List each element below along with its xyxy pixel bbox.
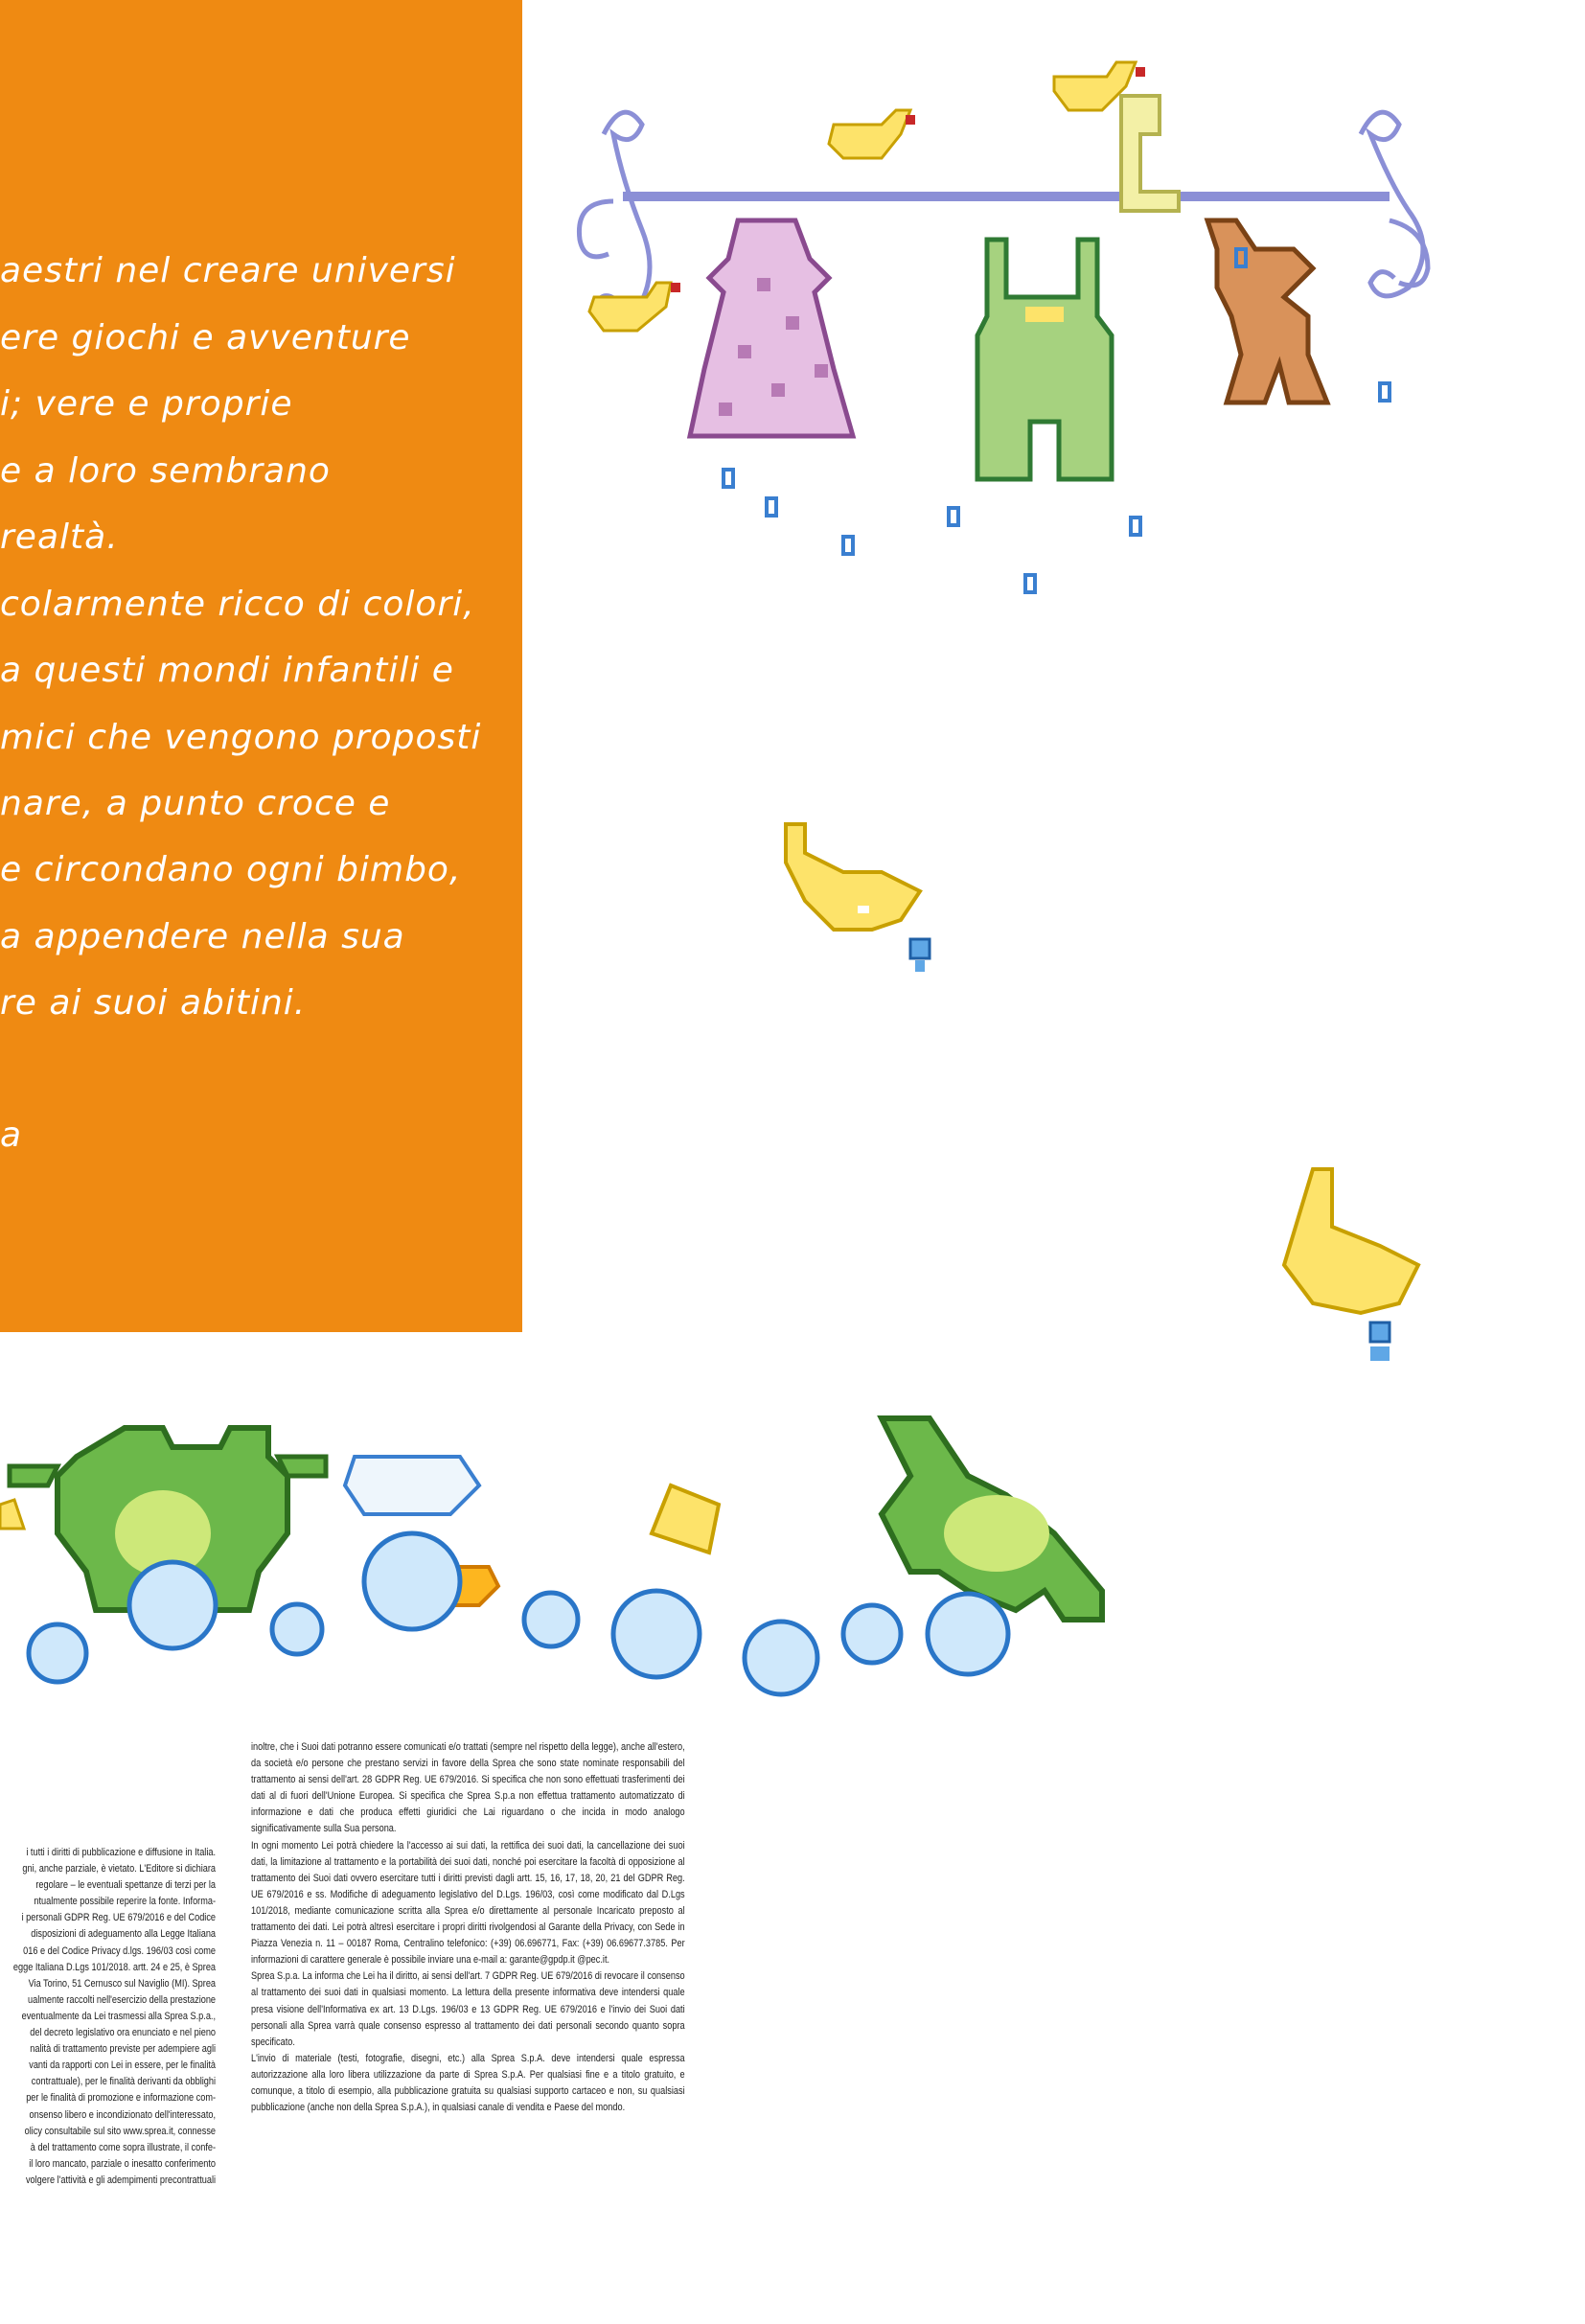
legal-line: vanti da rapporti con Lei in essere, per le finalità xyxy=(29,2059,217,2072)
legal-line: 016 e del Codice Privacy d.lgs. 196/03 così come xyxy=(23,1944,217,1957)
legal-paragraph: inoltre, che i Suoi dati potranno essere comunicati e/o trattati (sempre nel rispetto della legge), anche all'estero, da società e/o persone che prestano servizi in favore della Sprea che sono state nominate responsabili del trattamento ai sensi dell'art. 28 GDPR Reg. UE 679/2016. Si specifica che non sono effettuati trasferimenti dei dati al di fuori dell'Unione Europea. Si specifica che Sprea S.p.a non effettua trattamento automatizzato di informazione e dati che produca effetti giuridici che Lai riguardano o che incida in modo analogo significativamente sulla Sua persona. xyxy=(251,1741,685,1835)
intro-line: i; vere e proprie xyxy=(0,384,293,424)
intro-line: aestri nel creare universi xyxy=(0,251,456,290)
legal-line: ntualmente possibile reperire la fonte. Informa- xyxy=(34,1896,217,1908)
intro-line: a appendere nella sua xyxy=(0,917,405,956)
intro-line: colarmente ricco di colori, xyxy=(0,585,475,624)
legal-line: i tutti i diritti di pubblicazione e diffusione in Italia. xyxy=(26,1847,217,1858)
intro-line: mici che vengono proposti xyxy=(0,718,482,757)
intro-line: nare, a punto croce e xyxy=(0,784,391,823)
legal-paragraph: Sprea S.p.a. La informa che Lei ha il diritto, ai sensi dell'art. 7 GDPR Reg. UE 679/2016 di revocare il consenso al trattamento dei suoi dati in qualsiasi momento. La lettura della presente informativa deve intendersi quale presa visione dell'Informativa ex art. 13 D.Lgs. 196/03 e 13 GDPR Reg. UE 679/2016 e l'invio dei Suoi dati personali alla Sprea varrà quale consenso espresso al trattamento dei dati personali secondo quanto sopra specificato. xyxy=(251,1970,685,2048)
intro-line: a questi mondi infantili e xyxy=(0,651,454,690)
legal-line: nalità di trattamento previste per adempiere agli xyxy=(30,2043,217,2056)
duckling-flower-icon xyxy=(767,815,968,987)
duckling-flower-icon xyxy=(1275,1160,1437,1380)
legal-paragraph: In ogni momento Lei potrà chiedere la l'accesso ai sui dati, la rettifica dei suoi dati, la cancellazione dei suoi dati, la limitazione al trattamento e la portabilità dei suoi dati, nonché poi esercitare la facoltà di opposizione al trattamento dei Suoi dati ovvero esercitare tutti i diritti previsti dagli artt. 15, 16, 17, 18, 20, 21 del GDPR Reg. UE 679/2016 e ss. Modifiche di adeguamento legislativo del D.Lgs. 196/03, così come modificato dal D.Lgs 101/2018, mediante comunicazione scritta alla Sprea e/o direttamente al personale Incaricato preposto al trattamento dei dati. Lei potrà altresì esercitare i propri diritti rivolgendosi al Garante della Privacy, con Sede in Piazza Venezia n. 11 – 00187 Roma, Centralino telefonico: (+39) 06.696771, Fax: (+39) 06.69677.3785. Per informazioni di carattere generale è possibile inviare una e-mail a: garante@gpdp.it @pec.it. xyxy=(251,1839,685,1967)
legal-right-column xyxy=(251,1739,685,2116)
legal-line: per le finalità di promozione e informazione com- xyxy=(26,2092,217,2105)
legal-line: gni, anche parziale, è vietato. L'Editore si dichiara xyxy=(22,1863,217,1875)
legal-line: onsenso libero e incondizionato dell'interessato, xyxy=(29,2108,217,2121)
legal-line: olicy consultabile sul sito www.sprea.it, connesse xyxy=(24,2125,217,2137)
legal-left-column xyxy=(0,1845,220,2286)
intro-line: realtà. xyxy=(0,518,119,557)
legal-line: volgere l'attività e gli adempimenti precontrattuali xyxy=(25,2174,217,2186)
legal-line: ualmente raccolti nell'esercizio della prestazione xyxy=(28,1993,217,2006)
legal-line: disposizioni di adeguamento alla Legge Italiana xyxy=(31,1928,217,1941)
legal-line: contrattuale), per le finalità derivanti da obblighi xyxy=(31,2076,217,2088)
legal-paragraph: L'invio di materiale (testi, fotografie, disegni, etc.) alla Sprea S.p.A. deve intendersi quale espressa autorizzazione alla loro libera utilizzazione da parte di Sprea S.p.A. Per qualsiasi fine e a titolo gratuito, e comunque, a titolo di esempio, alla pubblicazione gratuita su qualsiasi supporto cartaceo e non, su qualsiasi pubblicazione (anche non della Sprea S.p.A.), in qualsiasi canale di vendita e Paese del mondo. xyxy=(251,2052,685,2114)
legal-line: i personali GDPR Reg. UE 679/2016 e del Codice xyxy=(21,1912,217,1924)
intro-line: re ai suoi abitini. xyxy=(0,983,307,1023)
frogs-bubbles-icon xyxy=(0,1399,1169,1696)
legal-line: del decreto legislativo ora enunciato e nel pieno xyxy=(30,2027,217,2039)
intro-panel xyxy=(0,0,522,1332)
clothesline-icon xyxy=(575,58,1437,613)
legal-line: regolare – le eventuali spettanze di terzi per la xyxy=(35,1879,217,1892)
legal-line: eventualmente da Lei trasmessi alla Sprea S.p.a., xyxy=(21,2010,217,2022)
intro-line: e circondano ogni bimbo, xyxy=(0,850,462,889)
legal-line: Via Torino, 51 Cernusco sul Naviglio (MI). Sprea xyxy=(28,1977,217,1990)
intro-line: ere giochi e avventure xyxy=(0,318,411,357)
legal-line: à del trattamento come sopra illustrate, il confe- xyxy=(30,2141,217,2153)
legal-line: egge Italiana D.Lgs 101/2018. artt. 24 e 25, è Sprea xyxy=(12,1961,217,1973)
intro-line: e a loro sembrano xyxy=(0,451,331,491)
signature: a xyxy=(0,1116,22,1155)
legal-line: il loro mancato, parziale o inesatto conferimento xyxy=(29,2157,217,2170)
legal-left-text xyxy=(0,1845,216,2189)
